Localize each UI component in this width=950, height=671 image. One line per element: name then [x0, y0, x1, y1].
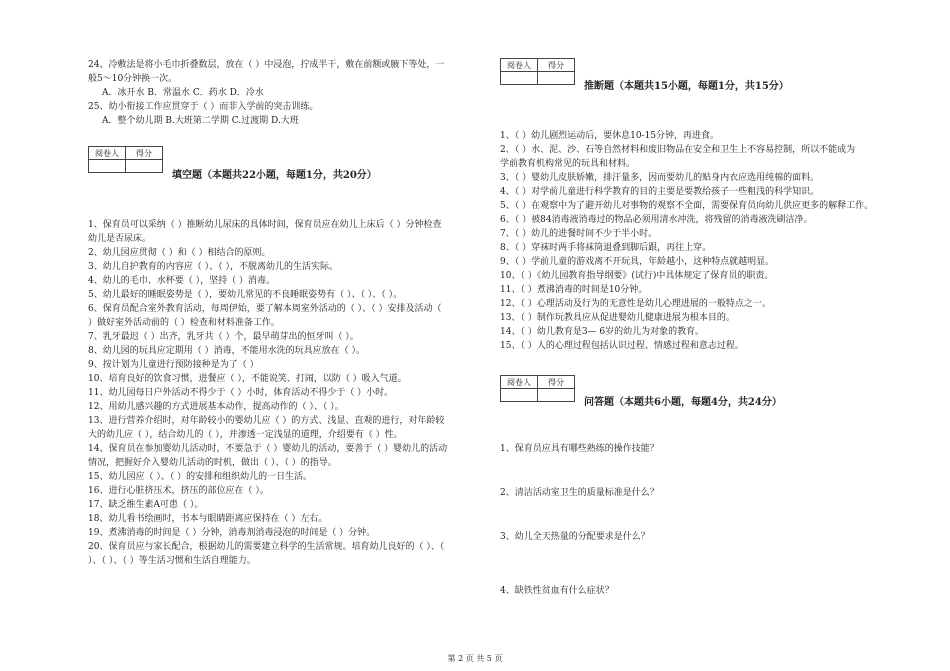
judge-line: 9、（ ）学前儿童的游戏离不开玩具，年龄越小，这种特点就越明显。	[500, 257, 775, 267]
judge-line: 8、（ ）穿袜时两手将袜筒退叠到脚后跟，再往上穿。	[500, 243, 712, 253]
judge-line: 7、（ ）幼儿的进餐时间不少于半小时。	[500, 229, 658, 239]
fill-line: 17、缺乏维生素A可患（ ）。	[88, 500, 204, 510]
reviewer-label: 阅卷人	[501, 59, 538, 72]
fill-line: 3、幼儿自护教育的内容应（ ）、（ ），不脱离幼儿的生活实际。	[88, 262, 338, 272]
fill-line: 16、进行心脏挤压术，挤压的部位应在（ ）。	[88, 486, 269, 496]
qa-line: 4、缺铁性贫血有什么症状？	[500, 586, 614, 596]
fill-line: 大的幼儿应（ ），结合幼儿的（ ），并渗透一定浅显的道理，介绍要有（ ）性。	[88, 430, 403, 440]
qa-line: 1、保育员应具有哪些熟练的操作技能？	[500, 444, 659, 454]
q25-line1: 25、幼小衔接工作应贯穿于（ ）而非入学前的突击训练。	[88, 102, 319, 112]
fill-line: 14、保育员在参加婴幼儿活动时，不要急于（ ）婴幼儿的活动，要善于（ ）婴幼儿的活动	[88, 444, 448, 454]
fill-line: 2、幼儿园应贯彻（ ）和（ ）相结合的原则。	[88, 248, 271, 258]
fill-line: 18、幼儿看书绘画时，书本与眼睛距离应保持在（ ）左右。	[88, 514, 328, 524]
judge-section-title: 推断题（本题共15小题，每题1分，共15分）	[584, 81, 789, 92]
q24-line2: 般5～10分钟换一次。	[88, 74, 178, 84]
reviewer-label: 阅卷人	[89, 147, 126, 160]
qa-line: 3、幼儿全天热量的分配要求是什么？	[500, 532, 650, 542]
fill-line: 7、乳牙最迟（ ）出齐，乳牙共（ ）个，最早萌芽出的恒牙叫（ ）。	[88, 332, 359, 342]
reviewer-cell[interactable]	[501, 72, 538, 85]
judge-line: 学前教育机构常见的玩具和材料。	[500, 159, 636, 169]
fill-line: ）做好室外活动前的（ ）检查和材料准备工作。	[88, 318, 280, 328]
score-cell[interactable]	[126, 160, 163, 173]
score-cell[interactable]	[538, 389, 575, 402]
fill-line: 12、用幼儿感兴趣的方式进展基本动作，提高动作的（ ）、（ ）。	[88, 402, 344, 412]
fill-line: 6、保育员配合室外教育活动，每周伊始，要了解本周室外活动的（ ）、（ ）安排及活动（	[88, 304, 442, 314]
fill-line: 11、幼儿园每日户外活动不得少于（ ）小时，体育活动不得少于（ ）小时。	[88, 388, 394, 398]
fill-section-title: 填空题（本题共22小题，每题1分，共20分）	[172, 170, 377, 181]
qa-section-title: 问答题（本题共6小题，每题4分，共24分）	[584, 397, 782, 408]
fill-line: 9、按计划为儿童进行预防接种是为了（ ）	[88, 360, 259, 370]
score-table-qa	[500, 375, 575, 402]
judge-line: 10、（ ）《幼儿园教育指导纲要》(试行)中具体规定了保育员的职责。	[500, 271, 774, 281]
fill-line: 情况，把握好介入婴幼儿活动的时机，做出（ ）、（ ）的指导。	[88, 458, 337, 468]
judge-line: 12、（ ）心理活动及行为的无意性是幼儿心理进展的一般特点之一。	[500, 299, 771, 309]
judge-line: 6、（ ）被84消毒液消毒过的物品必须用清水冲洗，将残留的消毒液洗刷洁净。	[500, 215, 813, 225]
page-footer: 第 2 页 共 5 页	[447, 654, 503, 663]
score-cell[interactable]	[538, 72, 575, 85]
reviewer-label: 阅卷人	[501, 376, 538, 389]
qa-line: 2、清洁活动室卫生的质量标准是什么？	[500, 488, 659, 498]
fill-line: 13、进行营养介绍时，对年龄较小的婴幼儿应（ ）的方式、浅显、直观的进行，对年龄较	[88, 416, 445, 426]
score-label: 得分	[538, 59, 575, 72]
judge-line: 3、（ ）婴幼儿皮肤娇嫩，排汗量多，因而要幼儿的贴身内衣应选用纯棉的面料。	[500, 173, 820, 183]
score-table-fill	[88, 146, 163, 173]
fill-line: 8、幼儿园的玩具应定期用（ ）消毒，不能用水洗的玩具应放在（ ）。	[88, 346, 365, 356]
fill-line: 19、煮沸消毒的时间是（ ）分钟，消毒剂消毒浸泡的时间是（ ）分钟。	[88, 528, 376, 538]
judge-line: 14、（ ）幼儿教育是3— 6岁的幼儿为对象的教育。	[500, 327, 705, 337]
fill-line: 15、幼儿园应（ ）、（ ）的安排和组织幼儿的一日生活。	[88, 472, 313, 482]
fill-line: 1、保育员可以采纳（ ）推断幼儿尿床的具体时间，保育员应在幼儿上床后（ ）分钟检查	[88, 220, 442, 230]
judge-line: 4、（ ）对学前儿童进行科学教育的目的主要是要教给孩子一些粗浅的科学知识。	[500, 187, 820, 197]
judge-line: 5、（ ）在观察中为了避开幼儿对事物的观察不全面，需要保育员向幼儿供应更多的解释工作。	[500, 201, 874, 211]
judge-line: 2、（ ）水、泥、沙、石等自然材料和废旧物品在安全和卫生上不容易控制，所以不能成为	[500, 145, 856, 155]
fill-line: 20、保育员应与家长配合，根据幼儿的需要建立科学的生活常规。培育幼儿良好的（ ）、（	[88, 542, 445, 552]
fill-line: 10、培育良好的饮食习惯，进餐应（ ），不能说笑、打闹，以防（ ）吸入气道。	[88, 374, 407, 384]
judge-line: 15、（ ）人的心理过程包括认识过程、情感过程和意志过程。	[500, 341, 744, 351]
reviewer-cell[interactable]	[89, 160, 126, 173]
judge-line: 1、（ ）幼儿剧烈运动后，要休息10-15分钟，再进食。	[500, 131, 720, 141]
q24-line1: 24、冷敷法是将小毛巾折叠数层，放在（ ）中浸泡，拧成半干，敷在前额或腋下等处，一	[88, 60, 445, 70]
fill-line: 5、幼儿最好的睡眠姿势是（ ），要幼儿常见的不良睡眠姿势有（ ）、（ ）、（ ）。	[88, 290, 403, 300]
q24-options: A．冰开水 B．常温水 C．药水 D．冷水	[102, 88, 264, 98]
judge-line: 13、（ ）制作玩教具应从促进婴幼儿健康进展为根本目的。	[500, 313, 735, 323]
reviewer-cell[interactable]	[501, 389, 538, 402]
judge-line: 11、（ ）煮沸消毒的时间是10分钟。	[500, 285, 648, 295]
score-label: 得分	[538, 376, 575, 389]
fill-line: 幼儿是否尿床。	[88, 234, 152, 244]
fill-line: ）、（ ）、（ ）等生活习惯和生活自理能力。	[88, 556, 256, 566]
score-table-judge	[500, 58, 575, 85]
q25-options: A．整个幼儿期 B.大班第二学期 C.过渡期 D.大班	[102, 116, 299, 126]
fill-line: 4、幼儿的毛巾、水杯要（ ），坚持（ ）消毒。	[88, 276, 275, 286]
score-label: 得分	[126, 147, 163, 160]
